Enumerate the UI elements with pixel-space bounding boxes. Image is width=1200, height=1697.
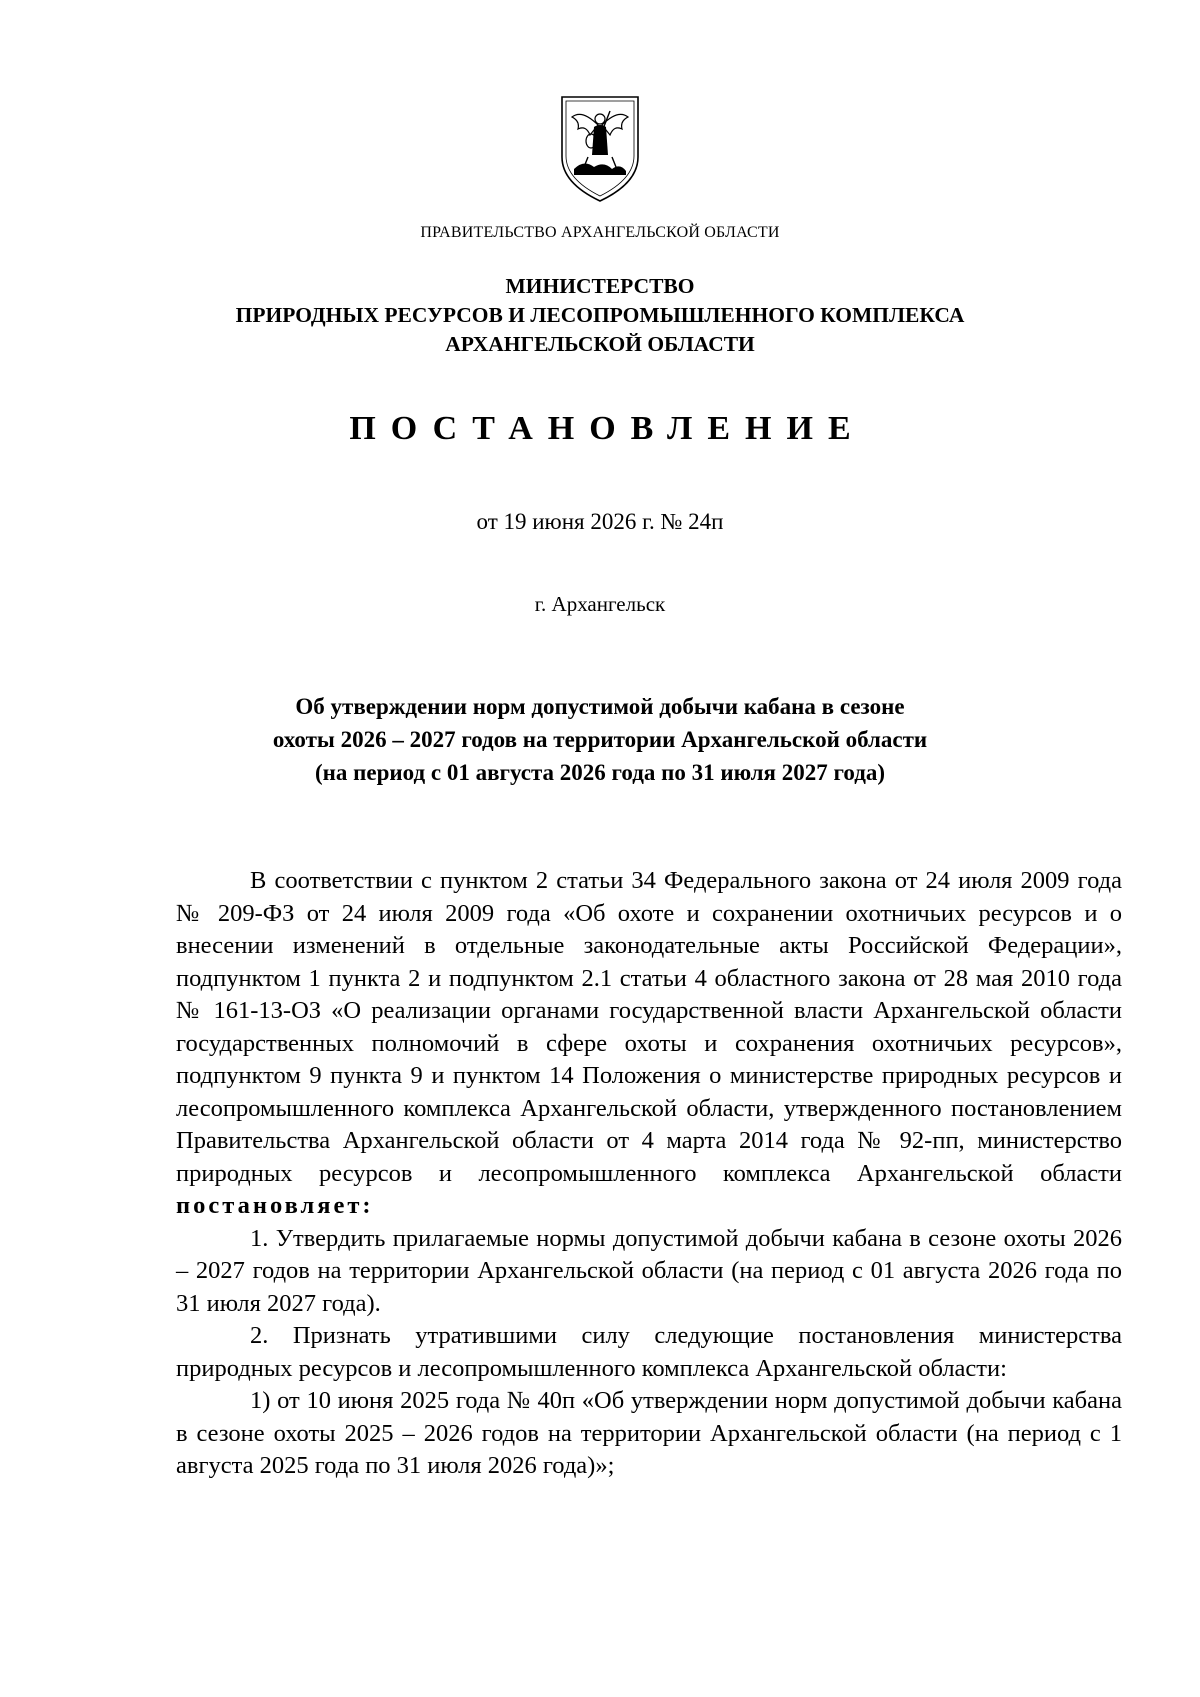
ministry-line: АРХАНГЕЛЬСКОЙ ОБЛАСТИ [445, 332, 755, 356]
document-title [0, 690, 1200, 789]
document-date-number: от 19 июня 2026 г. № 24п [476, 509, 724, 534]
item-2-1-paragraph: 1) от 10 июня 2025 года № 40п «Об утверждении норм допустимой добычи кабана в сезоне охоты 2025 – 2026 годов на территории Архангельской области (на период с 1 августа 2025 года по 31 июля 2026 года)»; [176, 1387, 1122, 1479]
title-line: Об утверждении норм допустимой добычи кабана в сезоне [295, 694, 905, 719]
item-2-paragraph: 2. Признать утратившими силу следующие постановления министерства природных ресурсов и лесопромышленного комплекса Архангельской области: [176, 1322, 1122, 1382]
ministry-line: МИНИСТЕРСТВО [505, 274, 695, 298]
document-type: ПОСТАНОВЛЕНИЕ [349, 410, 866, 447]
ministry-name [0, 272, 1200, 359]
ministry-line: ПРИРОДНЫХ РЕСУРСОВ И ЛЕСОПРОМЫШЛЕННОГО КОМПЛЕКСА [235, 303, 965, 327]
decree-word: постановляет: [176, 1192, 374, 1219]
government-name: ПРАВИТЕЛЬСТВО АРХАНГЕЛЬСКОЙ ОБЛАСТИ [420, 224, 780, 241]
coat-of-arms-emblem [560, 95, 640, 203]
title-line: (на период с 01 августа 2026 года по 31 июля 2027 года) [315, 760, 885, 785]
intro-paragraph [176, 865, 1122, 1223]
title-line: охоты 2026 – 2027 годов на территории Архангельской области [272, 727, 928, 752]
item-1-paragraph: 1. Утвердить прилагаемые нормы допустимой добычи кабана в сезоне охоты 2026 – 2027 годов на территории Архангельской области (на период с 01 августа 2026 года по 31 июля 2027 года). [176, 1224, 1122, 1317]
document-body [176, 865, 1122, 1483]
intro-text: В соответствии с пунктом 2 статьи 34 Федерального закона от 24 июля 2009 года № 209-ФЗ от 24 июля 2009 года «Об охоте и сохранении охотничьих ресурсов и о внесении изменений в отдельные законодательные акты Российской Федерации», подпунктом 1 пункта 2 и подпунктом 2.1 статьи 4 областного закона от 28 мая 2010 года № 161-13-ОЗ «О реализации органами государственной власти Архангельской области государственных полномочий в сфере охоты и сохранения охотничьих ресурсов», подпунктом 9 пункта 9 и пунктом 14 Положения о министерстве природных ресурсов и лесопромышленного комплекса Архангельской области, утвержденного постановлением Правительства Архангельской области от 4 марта 2014 года № 92-пп, министерство природных ресурсов и лесопромышленного комплекса Архангельской области [176, 867, 1122, 1187]
document-city: г. Архангельск [534, 592, 666, 616]
